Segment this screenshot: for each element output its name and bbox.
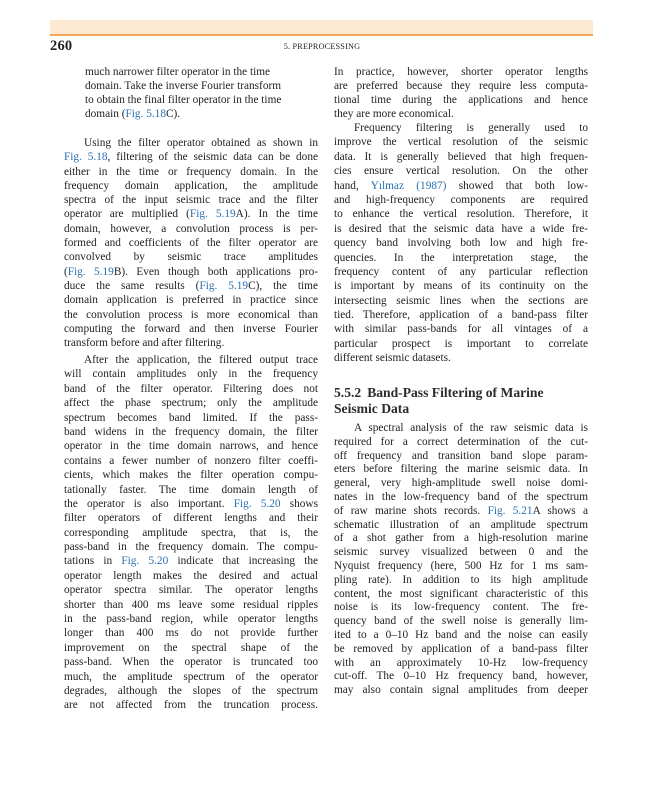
- text-span: tional time during the applications and hence: [334, 94, 588, 106]
- text-span: pass-band. When the operator is truncated too: [64, 656, 318, 669]
- paragraph: [85, 65, 318, 121]
- text-span: domain (: [85, 108, 126, 120]
- text-span: will contain amplitudes only in the frequency: [64, 368, 318, 381]
- text-span: transform before and after filtering.: [64, 337, 225, 350]
- text-span: After the application, the filtered output trace: [84, 354, 318, 366]
- text-span: In practice, however, shorter operator lengths: [334, 66, 588, 78]
- text-line: [64, 382, 318, 396]
- text-span: either in the time or frequency domain. In the: [64, 165, 318, 178]
- paragraph: [334, 422, 588, 698]
- text-span: the operator is also important.: [64, 497, 234, 510]
- text-span: C), the time: [248, 279, 318, 292]
- text-line: [334, 588, 588, 602]
- text-line: [85, 79, 318, 93]
- text-line: [334, 560, 588, 574]
- text-line: [64, 468, 318, 482]
- text-span: to enhance the vertical resolution. Therefore, it: [334, 208, 588, 221]
- text-line: [64, 439, 318, 453]
- cross-reference-link[interactable]: Fig. 5.21: [487, 504, 533, 517]
- text-span: convolved by seismic trace amplitudes: [64, 251, 318, 264]
- text-span: pass-band in the frequency domain. The compu-: [64, 541, 318, 554]
- text-span: tations in: [64, 555, 122, 568]
- text-line: [334, 207, 588, 221]
- text-line: [334, 93, 588, 107]
- text-span: to obtain the final filter operator in the time: [85, 94, 282, 106]
- text-line: [64, 684, 318, 698]
- text-span: is desired that the seismic data have a wide fre-: [334, 222, 588, 235]
- text-span: (: [64, 265, 68, 278]
- text-span: of a shot gather from a high-resolution marine: [334, 532, 588, 545]
- text-line: [64, 250, 318, 264]
- text-line: [334, 477, 588, 491]
- text-line: [334, 294, 588, 308]
- text-span: quency band of the swell noise is generally lim-: [334, 615, 588, 628]
- text-span: and high-frequency components are required: [334, 193, 588, 206]
- text-span: domain. Take the inverse Fourier transform: [85, 80, 282, 92]
- text-span: they are more economical.: [334, 108, 454, 120]
- text-span: shows: [280, 497, 318, 510]
- text-span: , filtering of the seismic data can be done: [107, 151, 318, 164]
- text-span: be removed by application of a band-pass filter: [334, 642, 588, 655]
- text-line: [64, 583, 318, 597]
- text-line: [85, 65, 318, 79]
- text-line: [334, 265, 588, 279]
- text-line: [64, 193, 318, 207]
- text-span: seismic survey visualized between 0 and the: [334, 546, 588, 559]
- text-span: tationally faster. The time domain length of: [64, 483, 318, 496]
- text-span: hand,: [334, 179, 371, 192]
- text-line: [64, 353, 318, 367]
- text-span: Frequency filtering is generally used to: [354, 122, 588, 134]
- text-span: tied. Therefore, application of a band-pass filter: [334, 309, 588, 322]
- text-line: [334, 179, 588, 193]
- text-line: [334, 629, 588, 643]
- text-span: showed that both low-: [446, 179, 588, 192]
- text-span: cut-off. The 0–10 Hz frequency band, however,: [334, 670, 588, 683]
- text-span: longer than 400 ms do not provide further: [64, 627, 318, 640]
- text-span: much narrower filter operator in the time: [85, 66, 271, 78]
- text-line: [64, 598, 318, 612]
- cross-reference-link[interactable]: Fig. 5.20: [121, 555, 169, 568]
- text-span: domain application is preferred in practice since: [64, 294, 318, 307]
- text-span: operator in the time domain narrows, and hence: [64, 440, 318, 453]
- page-number: 260: [50, 38, 73, 54]
- text-line: [64, 641, 318, 655]
- text-span: shorter than 400 ms leave some residual ripples: [64, 598, 318, 611]
- text-span: noise is its low-frequency content. The fre-: [334, 601, 588, 614]
- text-span: may also contain signal amplitudes from deeper: [334, 684, 588, 697]
- text-line: [334, 463, 588, 477]
- text-line: [85, 93, 318, 107]
- text-line: [64, 336, 318, 350]
- text-span: Using the filter operator obtained as shown in: [84, 137, 318, 149]
- text-span: filter operators of different lengths and their: [64, 512, 318, 525]
- text-line: [64, 165, 318, 179]
- text-line: [64, 322, 318, 336]
- text-line: [334, 601, 588, 615]
- cross-reference-link[interactable]: Yılmaz (1987): [370, 179, 447, 192]
- paragraph: [334, 121, 588, 366]
- text-span: duce the same results (: [64, 279, 200, 292]
- text-line: [334, 150, 588, 164]
- text-line: [64, 222, 318, 236]
- text-line: [64, 626, 318, 640]
- text-span: A). In the time: [235, 208, 318, 221]
- text-span: particular prospect is important to correlate: [334, 337, 588, 350]
- text-line: [64, 655, 318, 669]
- text-line: [334, 684, 588, 698]
- text-span: quency band involving both low and high fre-: [334, 237, 588, 250]
- text-span: eters before filtering the marine seismic data. In: [334, 463, 588, 476]
- text-span: cies ensure vertical resolution. On the other: [334, 165, 588, 178]
- text-span: are not affected from the truncation process.: [64, 699, 318, 712]
- text-span: content, the most significant characteristic of this: [334, 587, 588, 600]
- text-line: [334, 65, 588, 79]
- cross-reference-link[interactable]: Fig. 5.19: [67, 265, 114, 278]
- text-line: [64, 279, 318, 293]
- text-line: [64, 308, 318, 322]
- text-span: data. It is generally believed that high frequen-: [334, 150, 588, 163]
- text-line: [64, 670, 318, 684]
- text-span: spectra of the input seismic trace and the filter: [64, 194, 318, 207]
- text-span: different seismic datasets.: [334, 352, 451, 365]
- cross-reference-link[interactable]: Fig. 5.19: [199, 279, 249, 292]
- text-span: ited to a 0–10 Hz band and the noise can easily: [334, 628, 588, 641]
- paragraph: [334, 65, 588, 121]
- text-line: [64, 411, 318, 425]
- cross-reference-link[interactable]: Fig. 5.19: [189, 208, 236, 221]
- text-span: Nyquist frequency (here, 500 Hz for 1 ms sam-: [334, 559, 588, 572]
- text-span: required for a correct determination of the cut-: [334, 435, 588, 448]
- text-line: [64, 179, 318, 193]
- text-line: [334, 450, 588, 464]
- paragraph: [64, 136, 318, 350]
- text-span: intersecting seismic lines when the sections are: [334, 294, 588, 307]
- text-line: [334, 532, 588, 546]
- cross-reference-link[interactable]: Fig. 5.18: [125, 108, 166, 120]
- text-line: [64, 526, 318, 540]
- text-line: [334, 546, 588, 560]
- text-span: operator are multiplied (: [64, 208, 190, 221]
- text-line: [334, 193, 588, 207]
- text-line: [64, 136, 318, 150]
- text-line: [334, 422, 588, 436]
- text-line: [334, 657, 588, 671]
- text-line: [64, 396, 318, 410]
- text-span: A shows a: [532, 504, 588, 517]
- text-span: corresponding amplitude spectra, that is, the: [64, 526, 318, 539]
- text-line: [334, 135, 588, 149]
- text-line: [64, 497, 318, 511]
- text-span: cients, which makes the filter operation compu-: [64, 469, 318, 482]
- header-band: [50, 20, 593, 36]
- text-line: [334, 236, 588, 250]
- text-line: [64, 265, 318, 279]
- text-line: [64, 569, 318, 583]
- text-line: [334, 279, 588, 293]
- text-span: improve the vertical resolution of the seismic: [334, 136, 588, 149]
- text-line: [334, 351, 588, 365]
- text-span: frequency content of any particular reflection: [334, 265, 588, 278]
- cross-reference-link[interactable]: Fig. 5.18: [64, 151, 108, 164]
- text-line: [334, 121, 588, 135]
- text-span: A spectral analysis of the raw seismic data is: [354, 422, 588, 434]
- text-span: operator spectra similar. The operator lengths: [64, 584, 318, 597]
- text-line: [64, 236, 318, 250]
- text-span: general, very high-amplitude swell noise domi-: [334, 477, 588, 490]
- text-span: band of the filter operator. Filtering does not: [64, 382, 318, 395]
- text-line: [64, 293, 318, 307]
- running-title: 5. PREPROCESSING: [283, 42, 361, 51]
- text-span: with an approximately 10-Hz low-frequency: [334, 656, 588, 669]
- text-line: [334, 308, 588, 322]
- text-span: is important by means of its continuity on the: [334, 280, 588, 293]
- text-line: [334, 222, 588, 236]
- text-line: [64, 612, 318, 626]
- text-line: [64, 540, 318, 554]
- text-line: [334, 574, 588, 588]
- text-span: operator length makes the desired and actual: [64, 569, 318, 582]
- text-span: of raw marine shots records.: [334, 504, 488, 517]
- text-span: domain, however, a convolution process is per-: [64, 222, 318, 235]
- text-span: the convolution process is more economical than: [64, 308, 318, 321]
- section-number: 5.5.2: [334, 385, 362, 400]
- text-line: [64, 150, 318, 164]
- text-line: [334, 505, 588, 519]
- paragraph: [64, 353, 318, 713]
- text-span: indicate that increasing the: [168, 555, 318, 568]
- text-line: [334, 615, 588, 629]
- text-span: are preferred because they require less computa-: [334, 80, 588, 92]
- text-span: degrades, although the slopes of the spectrum: [64, 684, 318, 697]
- text-span: much, the amplitude spectrum of the operator: [64, 670, 318, 683]
- text-line: [64, 425, 318, 439]
- text-span: contains a fewer number of nonzero filter coeffi-: [64, 454, 318, 467]
- text-span: schematic illustration of an amplitude spectrum: [334, 518, 588, 531]
- text-line: [64, 698, 318, 712]
- text-span: computing the forward and then inverse Fourier: [64, 322, 318, 335]
- text-line: [334, 436, 588, 450]
- text-span: nates in the low-frequency band of the spectrum: [334, 490, 588, 503]
- text-span: in the pass-band region, while operator lengths: [64, 613, 318, 626]
- text-line: [64, 367, 318, 381]
- text-span: C).: [165, 108, 181, 120]
- text-span: frequency domain application, the amplitude: [64, 179, 318, 192]
- text-line: [64, 554, 318, 568]
- text-line: [64, 454, 318, 468]
- text-span: band widens in the frequency domain, the filter: [64, 425, 318, 438]
- text-line: [334, 322, 588, 336]
- text-span: with similar pass-bands for all vintages of a: [334, 323, 588, 336]
- section-title-continued: Seismic Data: [334, 400, 410, 416]
- text-span: B). Even though both applications pro-: [113, 265, 318, 278]
- text-line: [334, 164, 588, 178]
- cross-reference-link[interactable]: Fig. 5.20: [233, 497, 281, 510]
- text-line: [64, 511, 318, 525]
- text-line: [334, 79, 588, 93]
- text-span: off frequency and transition band slope param-: [334, 449, 588, 462]
- section-title: Band-Pass Filtering of Marine: [367, 385, 544, 400]
- text-line: [85, 107, 318, 121]
- text-span: pling rate). In addition to its high amplitude: [334, 573, 588, 586]
- text-line: [334, 107, 588, 121]
- text-span: affect the phase spectrum; only the amplitude: [64, 397, 318, 410]
- text-span: formed and coefficients of the filter operator are: [64, 237, 318, 250]
- text-line: [334, 670, 588, 684]
- text-line: [334, 251, 588, 265]
- text-line: [334, 337, 588, 351]
- text-line: [334, 643, 588, 657]
- text-line: [64, 207, 318, 221]
- text-span: quencies. In the interpretation stage, the: [334, 251, 588, 264]
- text-line: [334, 491, 588, 505]
- text-line: [64, 483, 318, 497]
- text-span: improvement on the spectral shape of the: [64, 641, 318, 654]
- text-span: spectrum becomes band limited. If the pass-: [64, 411, 318, 424]
- section-heading: [334, 385, 594, 416]
- text-line: [334, 519, 588, 533]
